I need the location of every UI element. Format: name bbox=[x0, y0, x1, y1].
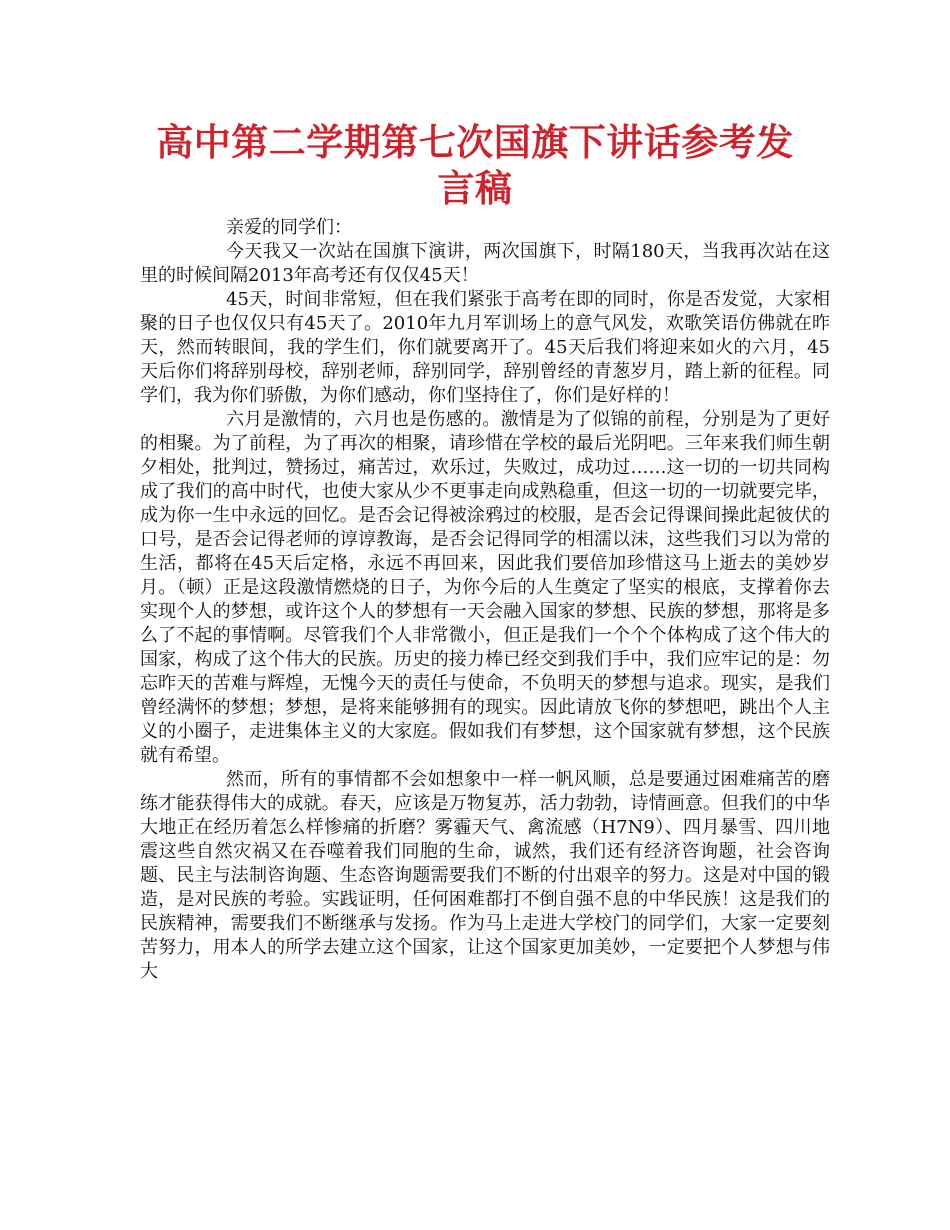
paragraph-4: 然而，所有的事情都不会如想象中一样一帆风顺，总是要通过困难痛苦的磨练才能获得伟大的成就。春天，应该是万物复苏，活力勃勃，诗情画意。但我们的中华大地正在经历着怎么样惨痛的折磨？雾霾天气、禽流感（H7N9）、四月暴雪、四川地震这些自然灾祸又在吞噬着我们同胞的生命，诚然，我们还有经济咨询题，社会咨询题、民主与法制咨询题、生态咨询题需要我们不断的付出艰辛的努力。这是对中国的锻造，是对民族的考验。实践证明，任何困难都打不倒自强不息的中华民族！这是我们的民族精神，需要我们不断继承与发扬。作为马上走进大学校门的同学们，大家一定要刻苦努力，用本人的所学去建立这个国家，让这个国家更加美妙，一定要把个人梦想与伟大 bbox=[140, 769, 830, 982]
document-body bbox=[140, 216, 830, 984]
paragraph-3: 六月是激情的，六月也是伤感的。激情是为了似锦的前程，分别是为了更好的相聚。为了前程，为了再次的相聚，请珍惜在学校的最后光阴吧。三年来我们师生朝夕相处，批判过，赞扬过，痛苦过，欢乐过，失败过，成功过……这一切的一切共同构成了我们的高中时代，也使大家从少不更事走向成熟稳重，但这一切的一切就要完毕，成为你一生中永远的回忆。是否会记得被涂鸦过的校服，是否会记得课间操此起彼伏的口号，是否会记得老师的谆谆教诲，是否会记得同学的相濡以沫，这些我们习以为常的生活，都将在45天后定格，永远不再回来，因此我们要倍加珍惜这马上逝去的美妙岁月。（顿）正是这段激情燃烧的日子，为你今后的人生奠定了坚实的根底，支撑着你去实现个人的梦想，或许这个人的梦想有一天会融入国家的梦想、民族的梦想，那将是多么了不起的事情啊。尽管我们个人非常微小，但正是我们一个个个体构成了这个伟大的国家，构成了这个伟大的民族。历史的接力棒已经交到我们手中，我们应牢记的是：勿忘昨天的苦难与辉煌，无愧今天的责任与使命，不负明天的梦想与追求。现实，是我们曾经满怀的梦想；梦想，是将来能够拥有的现实。因此请放飞你的梦想吧，跳出个人主义的小圈子，走进集体主义的大家庭。假如我们有梦想，这个国家就有梦想，这个民族就有希望。 bbox=[140, 409, 830, 766]
paragraph-2: 45天，时间非常短，但在我们紧张于高考在即的同时，你是否发觉，大家相聚的日子也仅仅只有45天了。2010年九月军训场上的意气风发，欢歌笑语仿佛就在昨天，然而转眼间，我的学生们，你们就要离开了。45天后我们将迎来如火的六月，45天后你们将辞别母校，辞别老师，辞别同学，辞别曾经的青葱岁月，踏上新的征程。同学们，我为你们骄傲，为你们感动，你们坚持住了，你们是好样的！ bbox=[140, 289, 830, 406]
salutation: 亲爱的同学们： bbox=[226, 217, 352, 238]
paragraph-1: 今天我又一次站在国旗下演讲，两次国旗下，时隔180天，当我再次站在这里的时候间隔2013年高考还有仅仅45天！ bbox=[140, 241, 830, 286]
document-title: 高中第二学期第七次国旗下讲话参考发言稿 bbox=[156, 121, 794, 210]
